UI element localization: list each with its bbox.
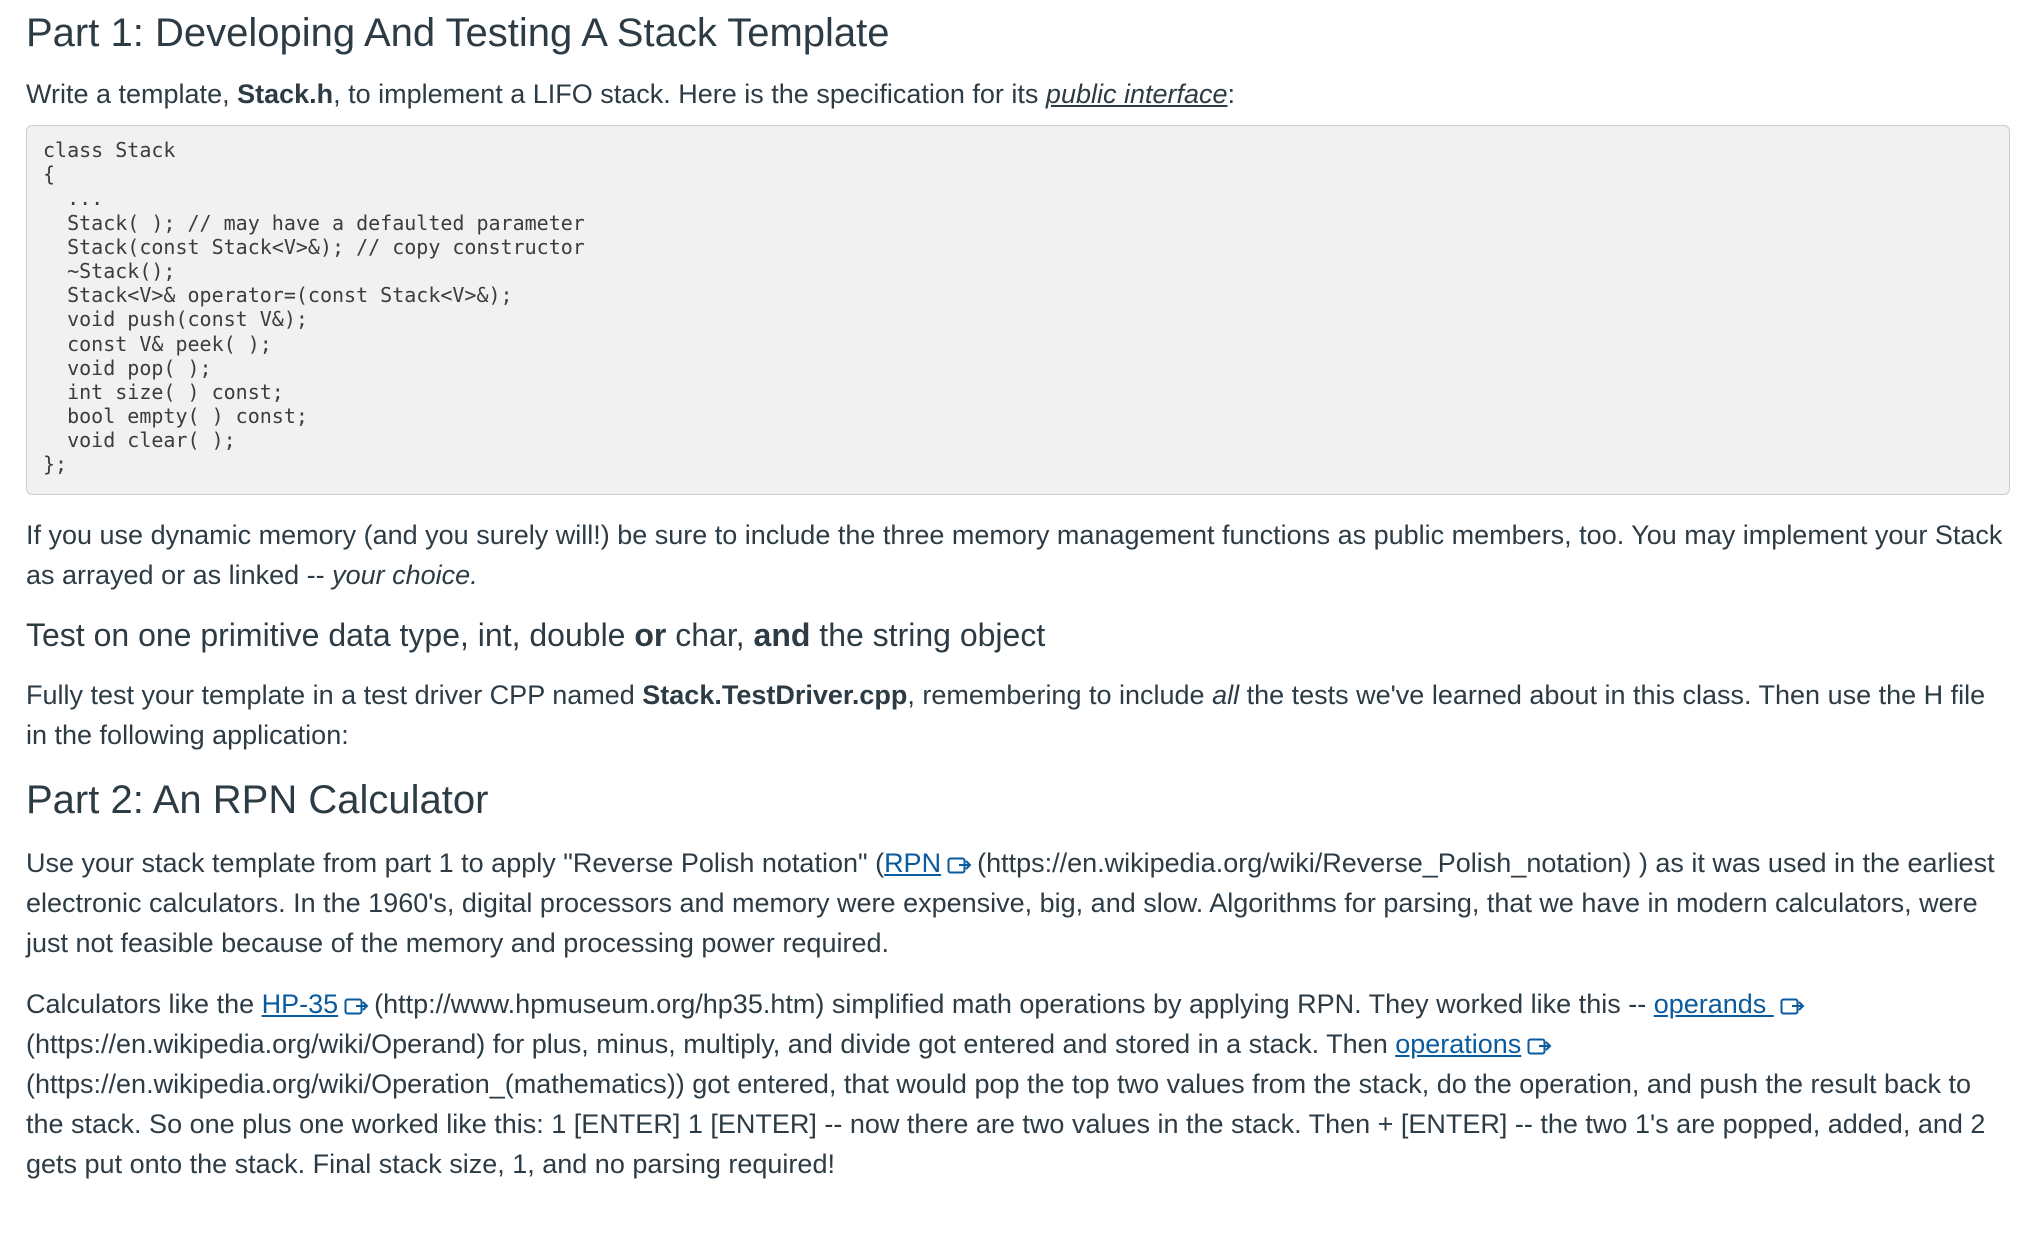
code-line: Stack<V>& operator=(const Stack<V>&);: [43, 283, 513, 308]
hp35-link[interactable]: HP-35: [261, 989, 339, 1019]
stack-interface-code-block: [26, 125, 2010, 495]
rpn-intro-paragraph: Use your stack template from part 1 to apply "Reverse Polish notation" (RPN (https://en.wikipedia.org/wiki/Reverse_Polish_notation) ) as it was used in the earliest electronic calculators. In the 1960's, digital processors and memory were expensive, big, and slow. Algorithms for parsing, that we have in modern calculators, were just not feasible because of the memory and processing power required.: [26, 848, 1995, 958]
code-line: class Stack: [43, 138, 176, 162]
test-driver-paragraph: Fully test your template in a test driver CPP named Stack.TestDriver.cpp, remembering to include all the tests we've learned about in this class. Then use the H file in the following application:: [26, 680, 1986, 750]
code-line: Stack( ); // may have a defaulted parameter: [43, 210, 585, 235]
code-line: const V& peek( );: [43, 331, 272, 356]
part2-heading: Part 2: An RPN Calculator: [26, 778, 489, 822]
code-line: void push(const V&);: [43, 307, 308, 332]
code-line: {: [43, 162, 56, 187]
external-link-icon: [1527, 1028, 1553, 1050]
code-line: void pop( );: [43, 355, 212, 380]
external-link-icon: [344, 988, 370, 1010]
test-types-subheading: Test on one primitive data type, int, double or char, and the string object: [26, 617, 1046, 653]
operands-link[interactable]: operands: [1653, 989, 1774, 1019]
public-interface-term: public interface: [1045, 79, 1228, 109]
rpn-link[interactable]: RPN: [884, 848, 942, 878]
code-line: int size( ) const;: [43, 379, 284, 404]
external-link-icon: [947, 847, 973, 869]
memory-management-paragraph: If you use dynamic memory (and you surely will!) be sure to include the three memory management functions as public members, too. You may implement your Stack as arrayed or as linked -- your choice.: [26, 520, 2003, 590]
operations-link[interactable]: operations: [1395, 1029, 1522, 1059]
stack-h-filename: Stack.h: [237, 79, 334, 109]
code-line: bool empty( ) const;: [43, 404, 308, 429]
external-link-icon: [1780, 988, 1806, 1010]
hp35-paragraph: Calculators like the HP-35 (http://www.hpmuseum.org/hp35.htm) simplified math operations by applying RPN. They worked like this -- operands (https://en.wikipedia.org/wiki/Operand) for plus, minus, multiply, and divide got entered and stored in a stack. Then operations (https://en.wikipedia.org/wiki/Operation_(mathematics)) got entered, that would pop the top two values from the stack, do the operation, and push the result back to the stack. So one plus one worked like this: 1 [ENTER] 1 [ENTER] -- now there are two values in the stack. Then + [ENTER] -- the two 1's are popped, added, and 2 gets put onto the stack. Final stack size, 1, and no parsing required!: [26, 989, 1986, 1179]
code-line: ...: [43, 186, 104, 211]
code-line: };: [43, 452, 68, 477]
code-line: Stack(const Stack<V>&); // copy constructor: [43, 234, 585, 259]
part1-intro: Write a template, Stack.h, to implement a LIFO stack. Here is the specification for its public interface:: [26, 79, 1236, 109]
part1-heading: Part 1: Developing And Testing A Stack Template: [26, 11, 890, 55]
assignment-content: [0, 10, 2036, 1184]
code-line: void clear( );: [43, 428, 236, 453]
code-line: ~Stack();: [43, 258, 176, 283]
test-driver-filename: Stack.TestDriver.cpp: [642, 680, 908, 710]
